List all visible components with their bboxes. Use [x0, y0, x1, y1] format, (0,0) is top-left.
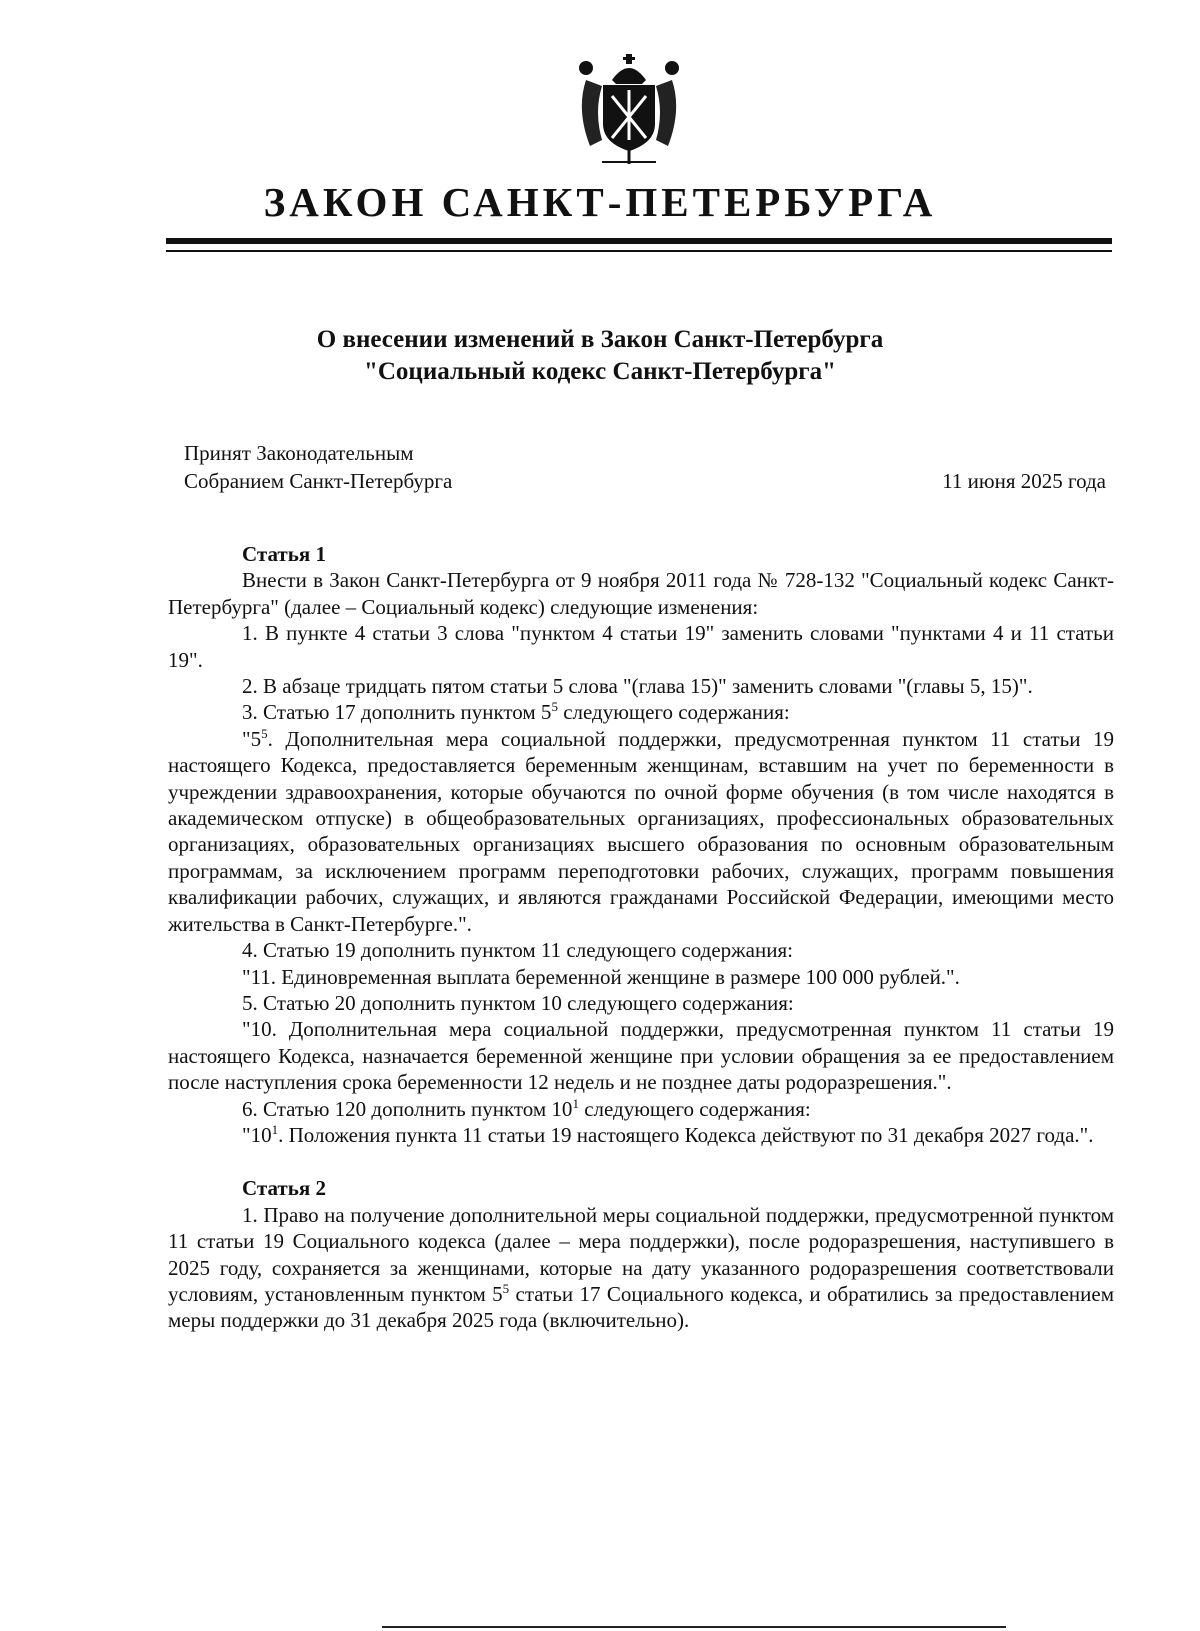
adoption-statement: [184, 439, 452, 495]
article1-intro: Внести в Закон Санкт-Петербурга от 9 ноября 2011 года № 728-132 "Социальный кодекс Санкт-Петербурга" (далее – Социальный кодекс) следующие изменения:: [168, 568, 1114, 619]
adoption-line2: Собранием Санкт-Петербурга: [184, 469, 453, 493]
item3-superscript: 5: [551, 699, 558, 715]
article2-item1-text: 1. Право на получение дополнительной меры социальной поддержки, предусмотренной пунктом 11 статьи 19 Социального кодекса (далее – мера поддержки), после родоразрешения, наступившего в 2025 году, сохраняется за женщинами, которые на дату указанного родоразрешения соответствовали условиям, установленным пунктом 5: [168, 1202, 1114, 1306]
item6-quote-text: . Положения пункта 11 статьи 19 настоящего Кодекса действуют по 31 декабря 2027 года.".: [278, 1122, 1094, 1147]
item3-quote-text: . Дополнительная мера социальной поддержки, предусмотренная пунктом 11 статьи 19 настоящего Кодекса, предоставляется беременным женщинам, вставшим на учет по беременности в учреждении здравоохранения, которые обучаются по очной форме обучения (в том числе находятся в академическом отпуске) в общеобразовательных организациях, профессиональных образовательных организациях, образовательных организациях высшего образования по основным образовательным программам, за исключением программ переподготовки рабочих, служащих, программ повышения квалификации рабочих, служащих, и являются гражданами Российской Федерации, имеющими место жительства в Санкт-Петербурге.".: [168, 726, 1114, 936]
coat-of-arms-icon: [572, 50, 686, 166]
item3-text-end: следующего содержания:: [557, 700, 790, 725]
title-divider-thin: [166, 250, 1112, 252]
article1-item4-quote: "11. Единовременная выплата беременной женщине в размере 100 000 рублей.".: [242, 964, 960, 989]
title-divider-thick: [166, 238, 1112, 244]
law-subject: [0, 324, 1200, 388]
law-subject-line1: О внесении изменений в Закон Санкт-Петербурга: [316, 326, 884, 353]
article1-heading: Статья 1: [242, 542, 326, 566]
law-body: [168, 541, 1114, 1334]
article1-item2: 2. В абзаце тридцать пятом статьи 5 слова "(глава 15)" заменить словами "(главы 5, 15)".: [242, 674, 1033, 699]
law-subject-line2: "Социальный кодекс Санкт-Петербурга": [364, 358, 836, 385]
item6-quote-superscript: 1: [271, 1121, 279, 1137]
law-title: ЗАКОН САНКТ-ПЕТЕРБУРГА: [263, 179, 937, 225]
adoption-line1: Принят Законодательным: [184, 441, 414, 465]
item6-quote-start: "10: [242, 1122, 272, 1147]
item3-text: 3. Статью 17 дополнить пунктом 5: [242, 700, 552, 725]
article1-item6-quote: [168, 1122, 1114, 1148]
article1-item5: 5. Статью 20 дополнить пунктом 10 следующего содержания:: [242, 990, 794, 1015]
item6-superscript: 1: [572, 1095, 579, 1111]
article1-item1: 1. В пункте 4 статьи 3 слова "пунктом 4 статьи 19" заменить словами "пунктами 4 и 11 статьи 19".: [168, 621, 1114, 672]
article1-item5-quote: "10. Дополнительная мера социальной поддержки, предусмотренная пунктом 11 статьи 19 настоящего Кодекса, назначается беременной женщине при условии обращения за ее предоставлением после наступления срока беременности 12 недель и не позднее даты родоразрешения.".: [168, 1017, 1114, 1095]
article1-item3-quote: [168, 726, 1114, 937]
item3-quote-superscript: 5: [261, 725, 268, 741]
article2-item1: [168, 1202, 1114, 1334]
article1-item4: 4. Статью 19 дополнить пунктом 11 следующего содержания:: [242, 938, 793, 963]
item6-text: 6. Статью 120 дополнить пунктом 10: [242, 1096, 573, 1121]
article2-item1-superscript: 5: [502, 1280, 510, 1296]
page-bottom-rule: [382, 1626, 1006, 1628]
article2-item1-text-end: статьи 17 Социального кодекса, и обратились за предоставлением меры поддержки до 31 декабря 2025 года (включительно).: [168, 1281, 1114, 1333]
adoption-date: 11 июня 2025 года: [942, 469, 1106, 493]
item3-quote-start: "5: [242, 726, 262, 751]
article1-item6: [168, 1096, 1114, 1122]
item6-text-end: следующего содержания:: [578, 1096, 811, 1121]
article1-item3: [168, 699, 1114, 725]
article2-heading: Статья 2: [242, 1176, 326, 1201]
